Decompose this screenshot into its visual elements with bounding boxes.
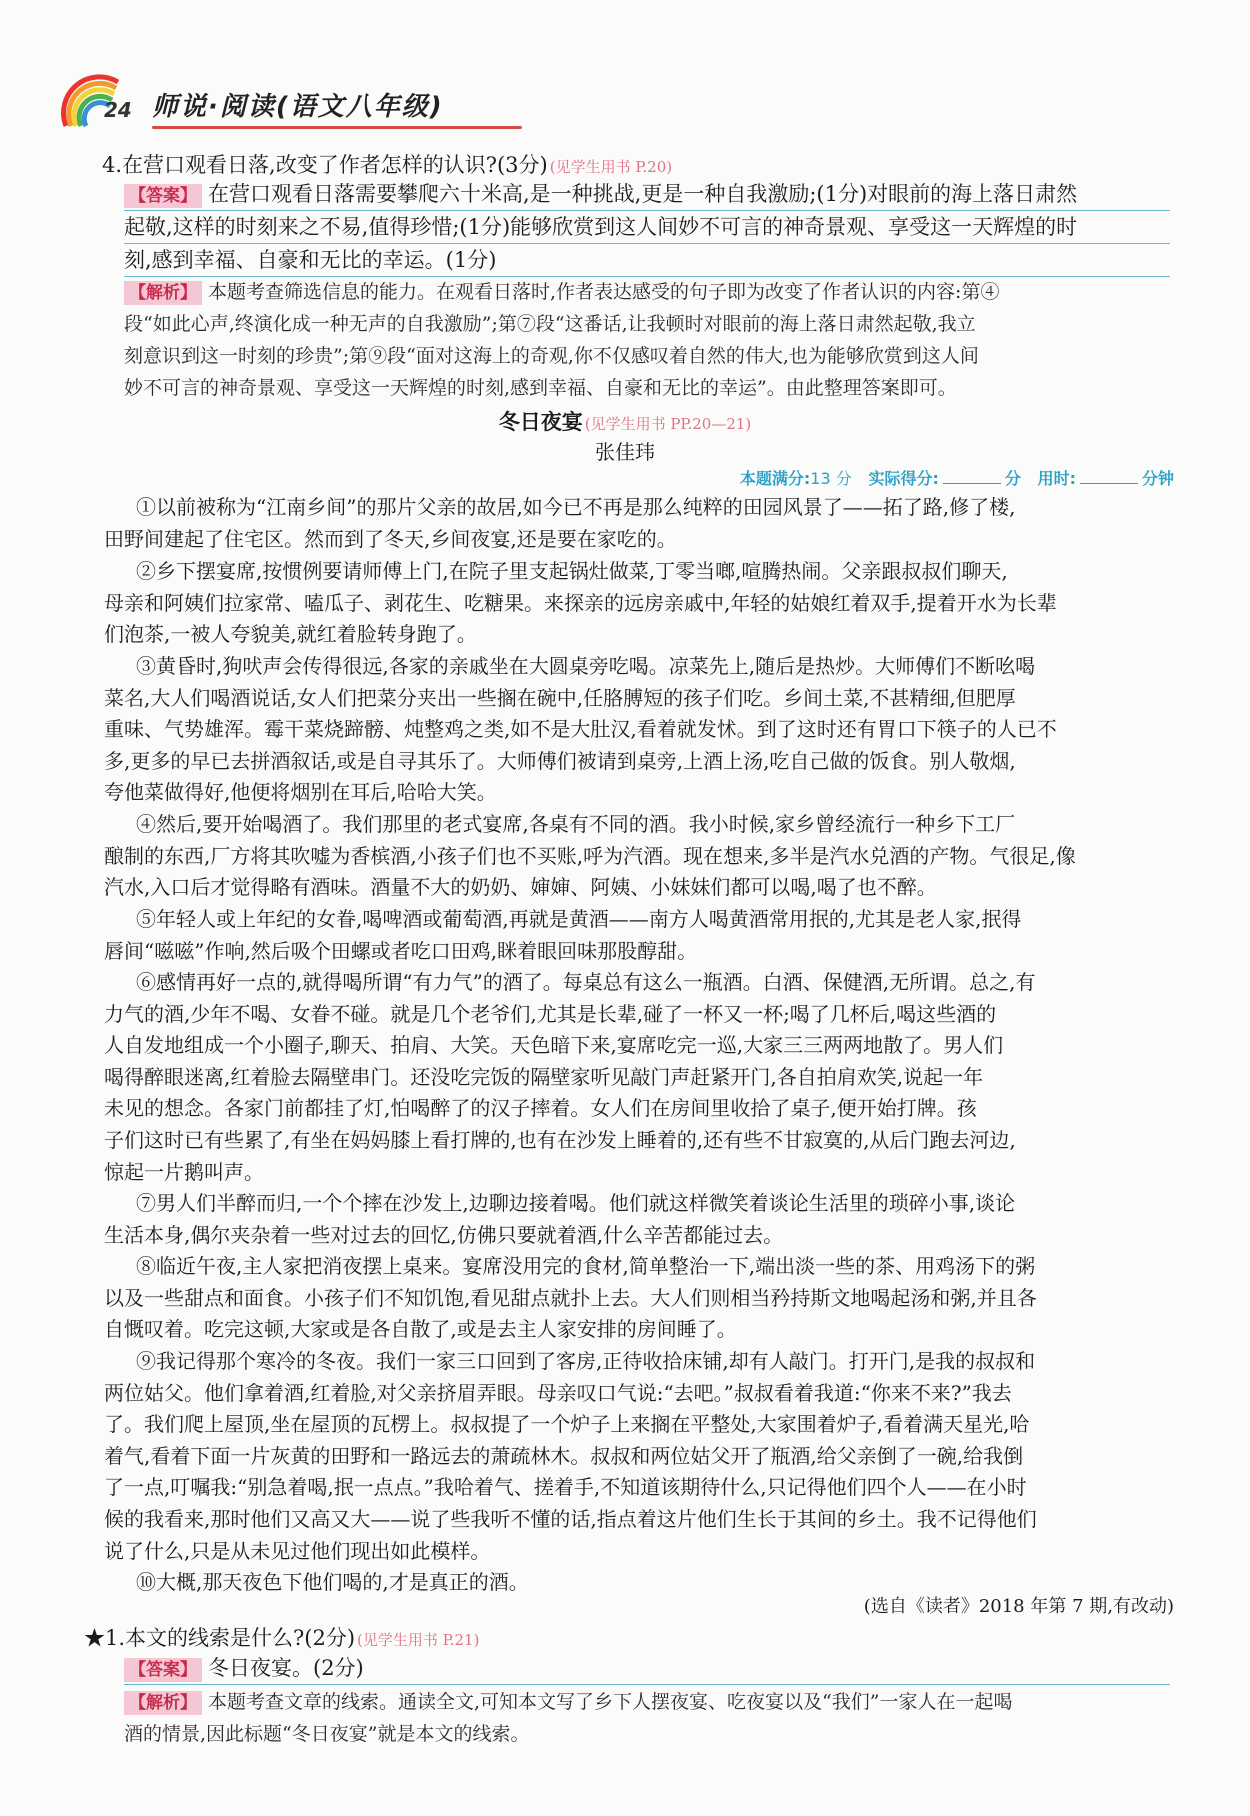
page-number: 24 (104, 98, 132, 122)
question-1-analysis (124, 1686, 1170, 1750)
analysis-line: 妙不可言的神奇景观、享受这一天辉煌的时刻,感到幸福、自豪和无比的幸运”。由此整理答案即可。 (124, 377, 957, 399)
paragraph-10: ⑩大概,那天夜色下他们喝的,才是真正的酒。 (136, 1570, 529, 1594)
title-underline (152, 126, 522, 129)
question-1-answer (124, 1652, 1170, 1685)
article-ref: (见学生用书 PP.20—21) (584, 415, 752, 433)
analysis-line: 段“如此心声,终演化成一种无声的自我激励”;第⑦段“这番话,让我顿时对眼前的海上落日肃然起敬,我立 (124, 313, 976, 335)
analysis-line: 刻意识到这一时刻的珍贵”;第⑨段“面对这海上的奇观,你不仅感叹着自然的伟大,也为能够欣赏到这人间 (124, 345, 979, 367)
answer-line: 【答案】 在营口观看日落需要攀爬六十米高,是一种挑战,更是一种自我激励;(1分)对眼前的海上落日肃然 (124, 178, 1170, 211)
paragraph-5: ⑤年轻人或上年纪的女眷,喝啤酒或葡萄酒,再就是黄酒——南方人喝黄酒常用抿的,尤其是老人家,抿得 唇间“嗞嗞”作响,然后吸个田螺或者吃口田鸡,眯着眼回味那股醇甜。 (104, 907, 1022, 963)
answer-line: 起敬,这样的时刻来之不易,值得珍惜;(1分)能够欣赏到这人间妙不可言的神奇景观、享受这一天辉煌的时 (124, 211, 1170, 244)
book-title: 师说·阅读(语文八年级) (152, 92, 444, 122)
analysis-line: 酒的情景,因此标题“冬日夜宴”就是本文的线索。 (124, 1723, 530, 1745)
paragraph-4: ④然后,要开始喝酒了。我们那里的老式宴席,各桌有不同的酒。我小时候,家乡曾经流行一种乡下工厂 酿制的东西,厂方将其吹嘘为香槟酒,小孩子们也不买账,呼为汽酒。现在想来,多半是汽水兑酒的产物。气很足,像 汽水,入口后才觉得略有酒味。酒量不大的奶奶、婶婶、阿姨、小妹妹们都可以喝,喝了也不醉。 (104, 812, 1076, 900)
question-1-ref: (见学生用书 P.21) (357, 1631, 480, 1649)
answer-line: 刻,感到幸福、自豪和无比的幸运。(1分) (124, 244, 1170, 277)
article-title: 冬日夜宴 (见学生用书 PP.20—21) (498, 410, 752, 434)
question-4-answer (124, 178, 1170, 277)
actual-score-blank[interactable] (943, 483, 1001, 484)
paragraph-3: ③黄昏时,狗吠声会传得很远,各家的亲戚坐在大圆桌旁吃喝。凉菜先上,随后是热炒。大师傅们不断吆喝 菜名,大人们喝酒说话,女人们把菜分夹出一些搁在碗中,任胳膊短的孩子们吃。乡间土菜,不甚精细,但肥厚 重味、气势雄浑。霉干菜烧蹄髈、炖整鸡之类,如不是大肚汉,看着就发怵。到了这时还有胃口下筷子的人已不 多,更多的早已去拼酒叙话,或是自寻其乐了。大师傅们被请到桌旁,上酒上汤,吃自己做的饭食。别人敬烟, 夸他菜做得好,他便将烟别在耳后,哈哈大笑。 (104, 654, 1057, 805)
analysis-line: 【解析】 本题考查文章的线索。通读全文,可知本文写了乡下人摆夜宴、吃夜宴以及“我们”一家人在一起喝 (124, 1686, 1170, 1718)
star-icon: ★ (84, 1626, 105, 1650)
analysis-tag: 【解析】 (124, 1691, 202, 1715)
question-4-ref: (见学生用书 P.20) (549, 158, 673, 176)
article-author: 张佳玮 (595, 440, 655, 464)
paragraph-8: ⑧临近午夜,主人家把消夜摆上桌来。宴席没用完的食材,简单整治一下,端出淡一些的茶、用鸡汤下的粥 以及一些甜点和面食。小孩子们不知饥饱,看见甜点就扑上去。大人们则相当矜持斯文地喝起汤和粥,并且各 自慨叹着。吃完这顿,大家或是各自散了,或是去主人家安排的房间睡了。 (104, 1254, 1037, 1342)
paragraph-9: ⑨我记得那个寒冷的冬夜。我们一家三口回到了客房,正待收拾床铺,却有人敲门。打开门,是我的叔叔和 两位姑父。他们拿着酒,红着脸,对父亲挤眉弄眼。母亲叹口气说:“去吧。”叔叔看着我道:“你来不来?”我去 了。我们爬上屋顶,坐在屋顶的瓦楞上。叔叔提了一个炉子上来搁在平整处,大家围着炉子,看着满天星光,哈 着气,看着下面一片灰黄的田野和一路远去的萧疏林木。叔叔和两位姑父开了瓶酒,给父亲倒了一碗,给我倒 了一点,叮嘱我:“别急着喝,抿一点点。”我哈着气、搓着手,不知道该期待什么,只记得他们四个人——在小时 候的我看来,那时他们又高又大——说了些我听不懂的话,指点着这片他们生长于其间的乡土。我不记得他们 说了什么,只是从未见过他们现出如此模样。 (104, 1349, 1037, 1563)
paragraph-1: ①以前被称为“江南乡间”的那片父亲的故居,如今已不再是那么纯粹的田园风景了——拓了路,修了楼, 田野间建起了住宅区。然而到了冬天,乡间夜宴,还是要在家吃的。 (104, 495, 1016, 551)
answer-tag: 【答案】 (124, 184, 202, 208)
paragraph-6: ⑥感情再好一点的,就得喝所谓“有力气”的酒了。每桌总有这么一瓶酒。白酒、保健酒,无所谓。总之,有 力气的酒,少年不喝、女眷不碰。就是几个老爷们,尤其是长辈,碰了一杯又一杯;喝了几杯后,喝这些酒的 人自发地组成一个小圈子,聊天、拍肩、大笑。天色暗下来,宴席吃完一巡,大家三三两两地散了。男人们 喝得醉眼迷离,红着脸去隔壁串门。还没吃完饭的隔壁家听见敲门声赶紧开门,各自拍肩欢笑,说起一年 未见的想念。各家门前都挂了灯,怕喝醉了的汉子摔着。女人们在房间里收拾了桌子,便开始打牌。孩 子们这时已有些累了,有坐在妈妈膝上看打牌的,也有在沙发上睡着的,还有些不甘寂寞的,从后门跑去河边, 惊起一片鹅叫声。 (104, 970, 1036, 1184)
question-4-analysis (124, 276, 1170, 404)
analysis-line: 【解析】 本题考查筛选信息的能力。在观看日落时,作者表达感受的句子即为改变了作者认识的内容:第④ (124, 276, 1170, 308)
page-header (60, 68, 500, 138)
answer-tag: 【答案】 (124, 1658, 202, 1682)
time-blank[interactable] (1080, 483, 1138, 484)
question-1 (84, 1623, 479, 1655)
question-1-text: 1.本文的线索是什么?(2分) (105, 1626, 356, 1650)
score-row: 本题满分:13 分 实际得分: 分 用时: 分钟 (739, 469, 1174, 488)
article-source: (选自《读者》2018 年第 7 期,有改动) (863, 1596, 1174, 1617)
answer-line: 【答案】 冬日夜宴。(2分) (124, 1652, 1170, 1685)
paragraph-2: ②乡下摆宴席,按惯例要请师傅上门,在院子里支起锅灶做菜,丁零当啷,喧腾热闹。父亲跟叔叔们聊天, 母亲和阿姨们拉家常、嗑瓜子、剥花生、吃糖果。来探亲的远房亲戚中,年轻的姑娘红着双手,提着开水为长辈 们泡茶,一被人夸貌美,就红着脸转身跑了。 (104, 559, 1057, 647)
full-score: 13 分 (810, 469, 852, 488)
question-4-text: 4.在营口观看日落,改变了作者怎样的认识?(3分) (102, 153, 548, 177)
paragraph-7: ⑦男人们半醉而归,一个个摔在沙发上,边聊边接着喝。他们就这样微笑着谈论生活里的琐碎小事,谈论 生活本身,偶尔夹杂着一些对过去的回忆,仿佛只要就着酒,什么辛苦都能过去。 (104, 1191, 1016, 1247)
analysis-tag: 【解析】 (124, 281, 202, 305)
